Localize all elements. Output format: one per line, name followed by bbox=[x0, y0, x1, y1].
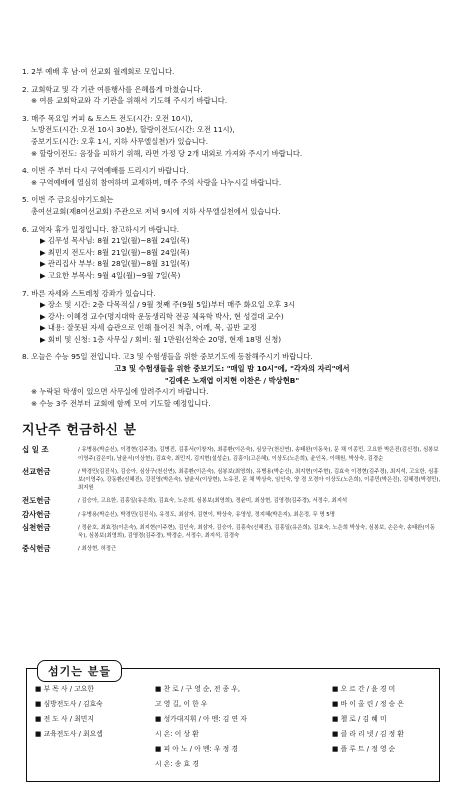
notice-line: ▶ 최민지 전도사: 8월 21일(월)~8월 24일(목) bbox=[40, 247, 190, 257]
serving-title: 섬기는 분들 bbox=[37, 660, 122, 682]
serving-entry: ■ 오 르 간 / 윤 경 미 bbox=[332, 685, 396, 693]
notice-line: ※ 구역예배에 열심히 참여하며 교제하며, 매주 주의 사랑을 나누시길 바랍니다. bbox=[31, 177, 282, 187]
offering-names: / 유병용(박순신), 박경민(김진식), 유정도, 최삼자, 김현이, 박상숙, 유영성, 정지혜(박은지), 최은정, 무 명 5명 bbox=[78, 511, 335, 518]
notice-item bbox=[22, 113, 442, 159]
offering-names: / 김승아, 고요한, 김흥일(유은희), 김효숙, 노은희, 심봉보(최영희), 정윤미, 최상현, 김영경(김주경), 서정수, 최지석 bbox=[78, 498, 348, 505]
notice-item bbox=[22, 194, 442, 217]
notice-line: 3. 매주 목요일 커피 & 토스트 전도(시간: 오전 10시), bbox=[22, 113, 193, 123]
offering-row bbox=[22, 468, 442, 493]
offering-names: / 정윤호, 최효정(이은숙), 최지현(이주현), 김인숙, 최삼자, 김승아, 김흥숙(신혜진), 김흥일(유은희), 김효숙, 노은희 박상숙, 심봉보, 손은숙, 송태완(이동욱), 심봉보(최영희), 김영경(김주경), 박경순, 서정수, 최지석, 김경숙 bbox=[78, 524, 435, 540]
notice-line: 7. 바른 자세와 스트레칭 강좌가 있습니다. bbox=[22, 288, 156, 298]
notice-line: ▶ 장소 및 시간: 2층 다목적실 / 9월 첫째 주(9월 5일)부터 매주 화요일 오후 3시 bbox=[40, 300, 296, 310]
serving-entry: 고 영 길, 이 한 우 bbox=[155, 700, 208, 708]
offering-label: 감사헌금 bbox=[22, 509, 51, 519]
serving-entry: ■ 교육전도사 / 최요셉 bbox=[35, 730, 103, 738]
offering-names: / 최상현, 허정근 bbox=[78, 546, 117, 553]
offering-label: 심천헌금 bbox=[22, 522, 51, 532]
notice-line: ▶ 회비 및 신청: 1층 사무실 / 회비: 월 1만원(선착순 20명, 현재 18명 신청) bbox=[40, 334, 282, 344]
serving-entry: ■ 찬 로 / 구 영 순, 전 종 우, bbox=[155, 685, 241, 693]
offering-row bbox=[22, 446, 442, 462]
serving-entry: ■ 첼 로 / 김 혜 미 bbox=[332, 715, 387, 723]
notice-line: 4. 이번 주 부터 다시 구역예배를 드리시기 바랍니다. bbox=[22, 166, 189, 176]
serving-entry: 시 온: 이 상 환 bbox=[155, 730, 199, 738]
offering-label: 전도헌금 bbox=[22, 496, 51, 506]
notice-line: 중보기도(시간: 오후 1시, 지하 사무엘실천)가 있습니다. bbox=[31, 136, 209, 146]
notice-line: ▶ 강사: 이혜경 교수(명지대학 운동생리학 전공 체육학 박사, 현 성결대 교수) bbox=[40, 311, 284, 321]
offering-row bbox=[22, 545, 442, 553]
notice-line: 8. 오늘은 수능 95일 전입니다. 고3 및 수험생들을 위한 중보기도에 동참해주시기 바랍니다. bbox=[22, 352, 313, 362]
notice-line: 2. 교회학교 및 각 기관 여름행사를 은혜롭게 마쳤습니다. bbox=[22, 84, 203, 94]
bulletin-page bbox=[22, 66, 442, 558]
notice-line: 5. 이번 주 금요심야기도회는 bbox=[22, 195, 114, 205]
offering-row bbox=[22, 497, 442, 505]
serving-entry: ■ 성가대지휘 / 아 멘: 김 연 자 bbox=[155, 715, 247, 723]
notice-line: "김예은 노재엽 이지현 이찬은 / 박상현B" bbox=[164, 375, 300, 385]
notice-line: ▶ 관리집사 부부: 8월 28일(월)~8월 31일(목) bbox=[40, 259, 190, 269]
notice-line: 노방전도(시간: 오전 10시 30분), 할랑이전도(시간: 오전 11시), bbox=[31, 125, 235, 135]
serving-entry: ■ 심방전도사 / 김효숙 bbox=[35, 700, 103, 708]
serving-box bbox=[26, 665, 440, 782]
offering-label: 선교헌금 bbox=[22, 466, 51, 476]
serving-column-3 bbox=[332, 683, 404, 758]
notice-item bbox=[22, 66, 442, 78]
notice-line: 6. 교역자 휴가 일정입니다. 참고하시기 바랍니다. bbox=[22, 224, 180, 234]
notice-line: ※ 누락된 학생이 있으면 사무실에 알려주시기 바랍니다. bbox=[31, 387, 209, 397]
offering-names: / 박경민(김진식), 김승아, 심상구(천신연), 최종환(이은숙), 심봉보(최영희), 유병용(박순신), 최지현(이주현), 김효숙 이경현(김주경), 최지석, 고요한, 심흥보(이영주), 강동환(신혜진), 강진영(박은숙), 남윤서(이상현), 노유진, 문 채 박상숙, 임인숙, 양 경 오경아 이상도(노은희), 이종민(박은진), 김혜경(박경민), 최지원 bbox=[78, 468, 441, 492]
serving-entry: ■ 플 루 트 / 정 영 순 bbox=[332, 745, 396, 753]
notice-line: ▶ 고요한 부목사: 9월 4일(월)~9월 7일(목) bbox=[40, 270, 181, 280]
notice-item bbox=[22, 351, 442, 409]
notice-line: 고3 및 수험생들을 위한 중보기도: "매일 밤 10시"에, "각자의 자리"에서 bbox=[114, 364, 350, 374]
serving-entry: ■ 부 목 사 / 고요한 bbox=[35, 685, 94, 693]
notice-item bbox=[22, 84, 442, 107]
notice-item bbox=[22, 288, 442, 346]
notice-item bbox=[22, 165, 442, 188]
offering-label: 십 일 조 bbox=[22, 445, 49, 455]
serving-entry: ■ 클 라 리 넷 / 김 정 환 bbox=[332, 730, 404, 738]
notice-line: 총여선교회(제8여선교회) 주관으로 저녁 9시에 지하 사무엘실천에서 있습니다. bbox=[31, 206, 281, 216]
notice-line: ※ 할랑이전도: 음장을 피하기 위해, 라면 가정 당 2개 내외로 가져와 주시기 바랍니다. bbox=[31, 148, 303, 158]
serving-entry: 시 온: 송 효 경 bbox=[155, 760, 199, 768]
notice-line: ▶ 내용: 잘못된 자세 습관으로 인해 틀어진 척추, 어깨, 목, 골반 교정 bbox=[40, 323, 257, 333]
serving-column-1 bbox=[35, 683, 103, 743]
notice-line: 1. 2부 예배 후 남·여 선교회 월례회로 모입니다. bbox=[22, 67, 175, 76]
notice-line: ※ 수능 3주 전부터 교회에 함께 모여 기도할 예정입니다. bbox=[31, 398, 211, 408]
offering-section-title: 지난주 헌금하신 분 bbox=[22, 423, 137, 439]
serving-entry: ■ 바 이 올 린 / 정 승 은 bbox=[332, 700, 404, 708]
offering-row bbox=[22, 511, 442, 519]
notice-line: ※ 여름 교회학교와 각 기관을 위해서 기도해 주시기 바랍니다. bbox=[31, 96, 228, 106]
serving-entry: ■ 전 도 사 / 최민지 bbox=[35, 715, 94, 723]
serving-column-2 bbox=[155, 683, 247, 773]
notice-line: ▶ 김무성 목사님: 8월 21일(월)~8월 24일(목) bbox=[40, 236, 190, 246]
offering-names: / 유병용(박순신), 이경현(김주경), 김병진, 김흥서(이창자), 최종환(이은숙), 심상구(천신연), 송태완(이동욱), 문 채 이종민, 고요한 박은진(김신정), 심봉보 이영주(김은미), 남윤서(이상현), 김효숙, 최민지, 김지현(설성순), 김흥이(고은혜), 이상도(노은희), 윤인옥, 이해원, 박상숙, 김경순 bbox=[78, 447, 439, 462]
offering-row bbox=[22, 524, 442, 540]
offering-list bbox=[22, 446, 442, 553]
notice-item bbox=[22, 224, 442, 282]
serving-entry: ■ 피 아 노 / 아 멘: 우 정 경 bbox=[155, 745, 238, 753]
offering-label: 중식헌금 bbox=[22, 544, 51, 554]
notice-list bbox=[22, 66, 442, 409]
